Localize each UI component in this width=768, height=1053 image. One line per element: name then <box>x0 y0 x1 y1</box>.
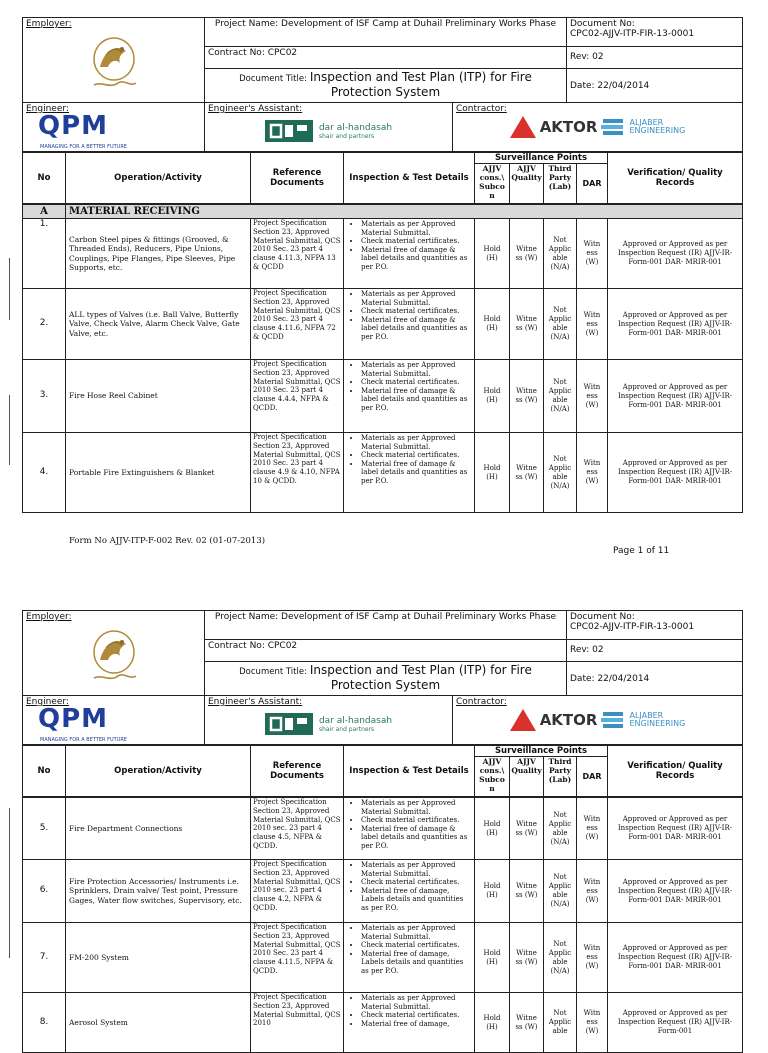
contractor-logos <box>456 116 739 138</box>
col-ajjv-cons: AJJV cons.\ Subco n <box>475 164 510 204</box>
ajjv-cons-point: Hold (H) <box>475 860 510 923</box>
ajjv-cons-point: Hold (H) <box>475 219 510 289</box>
row-number: 3. <box>23 360 66 433</box>
parties-row <box>22 696 743 745</box>
qpm-logo: QPM <box>38 111 109 141</box>
operation-activity: Fire Hose Reel Cabinet <box>66 360 251 433</box>
third-party-point: Not Applic able <box>544 993 577 1053</box>
col-ajjv-quality: AJJV Quality <box>510 757 544 797</box>
inspection-details <box>344 433 475 513</box>
dar-point: Witn ess (W) <box>577 219 608 289</box>
dar-point: Witn ess (W) <box>577 860 608 923</box>
ajjv-quality-point: Witne ss (W) <box>510 923 544 993</box>
page-number: Page 1 of 11 <box>613 546 670 556</box>
col-third-party: Third Party (Lab) <box>544 164 577 204</box>
qpm-tagline: MANAGING FOR A BETTER FUTURE <box>40 144 127 150</box>
row-number: 4. <box>23 433 66 513</box>
dah-logo-icon <box>265 713 313 735</box>
form-number: Form No AJJV-ITP-F-002 Rev. 02 (01-07-2013) <box>69 536 266 546</box>
col-dar: DAR <box>577 164 608 204</box>
inspection-item: • Material free of damage & label details and quantities as per P.O. <box>361 246 471 272</box>
col-inspection: Inspection & Test Details <box>344 746 475 797</box>
aljaber-line1: ALJABER <box>629 118 664 127</box>
itp-table-body <box>22 204 743 513</box>
inspection-details <box>344 923 475 993</box>
inspection-item: • Check material certificates. <box>361 941 471 950</box>
row-number: 7. <box>23 923 66 993</box>
verification-records: Approved or Approved as per Inspection Request (IR) AJJV-IR-Form-001 DAR- MRIR-001 <box>608 289 743 360</box>
ajjv-cons-point: Hold (H) <box>475 798 510 860</box>
reference-documents: Project Specification Section 23, Approved Material Submittal, QCS 2010 Sec. 23 part 4 clause 4.4.4, NFPA & QCDD. <box>251 360 344 433</box>
revision: Rev: 02 <box>567 46 743 69</box>
inspection-details <box>344 219 475 289</box>
aljaber-line2: ENGINEERING <box>629 126 686 135</box>
operation-activity: Fire Protection Accessories/ Instruments i.e. Sprinklers, Drain valve/ Test point, Pressure Gages, Water flow switches, Supervisory, etc. <box>66 860 251 923</box>
third-party-point: Not Applic able (N/A) <box>544 798 577 860</box>
document-header <box>22 17 743 103</box>
ajjv-cons-point: Hold (H) <box>475 289 510 360</box>
col-ajjv-cons: AJJV cons.\ Subco n <box>475 757 510 797</box>
inspection-item: • Material free of damage, Labels details and quantities as per P.O. <box>361 887 471 913</box>
table-row <box>23 993 743 1053</box>
engineers-assistant-label: Engineer's Assistant: <box>208 104 303 114</box>
ajjv-quality-point: Witne ss (W) <box>510 993 544 1053</box>
dar-point: Witn ess (W) <box>577 923 608 993</box>
ajjv-quality-point: Witne ss (W) <box>510 860 544 923</box>
inspection-details <box>344 993 475 1053</box>
inspection-item: • Check material certificates. <box>361 451 471 460</box>
table-row <box>23 433 743 513</box>
operation-activity: ALL types of Valves (i.e. Ball Valve, Butterfly Valve, Check Valve, Alarm Check Valve, Gate Valve, etc. <box>66 289 251 360</box>
col-verification: Verification/ Quality Records <box>608 153 743 204</box>
inspection-item: • Material free of damage & label details and quantities as per P.O. <box>361 387 471 413</box>
document-page-2 <box>22 610 742 1035</box>
dar-point: Witn ess (W) <box>577 289 608 360</box>
inspection-item: • Materials as per Approved Material Submittal. <box>361 994 471 1011</box>
col-operation: Operation/Activity <box>66 746 251 797</box>
col-verification: Verification/ Quality Records <box>608 746 743 797</box>
reference-documents: Project Specification Section 23, Approved Material Submittal, QCS 2010 sec. 23 part 4 clause 4.5, NFPA & QCDD. <box>251 798 344 860</box>
engineer-label: Engineer: <box>26 697 69 707</box>
third-party-point: Not Applic able (N/A) <box>544 923 577 993</box>
project-name: Project Name: Development of ISF Camp at Duhail Preliminary Works Phase <box>205 611 567 640</box>
inspection-item: • Check material certificates. <box>361 878 471 887</box>
inspection-item: • Check material certificates. <box>361 307 471 316</box>
aljaber-line2: ENGINEERING <box>629 719 686 728</box>
dar-point: Witn ess (W) <box>577 360 608 433</box>
reference-documents: Project Specification Section 23, Approved Material Submittal, QCS 2010 sec. 23 part 4 clause 4.2, NFPA & QCDD. <box>251 860 344 923</box>
itp-table-header <box>22 745 743 797</box>
inspection-details <box>344 289 475 360</box>
aktor-name: AKTOR <box>539 118 598 136</box>
inspection-item: • Materials as per Approved Material Submittal. <box>361 924 471 941</box>
document-date: Date: 22/04/2014 <box>567 69 743 103</box>
aljaber-logo-icon <box>601 710 625 730</box>
inspection-item: • Materials as per Approved Material Submittal. <box>361 361 471 378</box>
qpm-tagline: MANAGING FOR A BETTER FUTURE <box>40 737 127 743</box>
document-date: Date: 22/04/2014 <box>567 662 743 696</box>
inspection-item: • Material free of damage & label details and quantities as per P.O. <box>361 825 471 851</box>
reference-documents: Project Specification Section 23, Approved Material Submittal, QCS 2010 Sec. 23 part 4 clause 4.11.3, NFPA 13 & QCDD <box>251 219 344 289</box>
col-inspection: Inspection & Test Details <box>344 153 475 204</box>
revision: Rev: 02 <box>567 639 743 662</box>
third-party-point: Not Applic able (N/A) <box>544 360 577 433</box>
verification-records: Approved or Approved as per Inspection Request (IR) AJJV-IR-Form-001 DAR- MRIR-001 <box>608 923 743 993</box>
operation-activity: Fire Department Connections <box>66 798 251 860</box>
employer-logo-icon <box>82 33 146 95</box>
contractor-label: Contractor: <box>456 697 507 707</box>
row-number: 8. <box>23 993 66 1053</box>
verification-records: Approved or Approved as per Inspection Request (IR) AJJV-IR-Form-001 DAR- MRIR-001 <box>608 860 743 923</box>
inspection-item: • Materials as per Approved Material Submittal. <box>361 290 471 307</box>
contractor-logos <box>456 709 739 731</box>
employer-logo-icon <box>82 626 146 688</box>
table-row <box>23 219 743 289</box>
project-name: Project Name: Development of ISF Camp at Duhail Preliminary Works Phase <box>205 18 567 47</box>
table-row <box>23 860 743 923</box>
col-third-party: Third Party (Lab) <box>544 757 577 797</box>
inspection-item: • Materials as per Approved Material Submittal. <box>361 220 471 237</box>
operation-activity: FM-200 System <box>66 923 251 993</box>
dah-name: dar al-handasah <box>318 715 393 726</box>
document-number: Document No: CPC02-AJJV-ITP-FIR-13-0001 <box>567 611 743 640</box>
ajjv-quality-point: Witne ss (W) <box>510 289 544 360</box>
document-title: Document Title: Inspection and Test Plan (ITP) for Fire Protection System <box>205 662 567 696</box>
section-row <box>23 205 743 219</box>
col-no: No <box>23 153 66 204</box>
document-title: Document Title: Inspection and Test Plan (ITP) for Fire Protection System <box>205 69 567 103</box>
contract-no: Contract No: CPC02 <box>205 639 567 662</box>
dar-point: Witn ess (W) <box>577 798 608 860</box>
inspection-item: • Material free of damage & label details and quantities as per P.O. <box>361 316 471 342</box>
dah-subtitle: shair and partners <box>318 132 375 140</box>
operation-activity: Aerosol System <box>66 993 251 1053</box>
table-row <box>23 289 743 360</box>
reference-documents: Project Specification Section 23, Approved Material Submittal, QCS 2010 Sec. 23 part 4 clause 4.9 & 4.10, NFPA 10 & QCDD. <box>251 433 344 513</box>
document-page-1 <box>22 17 742 513</box>
inspection-item: • Materials as per Approved Material Submittal. <box>361 861 471 878</box>
margin-mark <box>9 395 10 465</box>
verification-records: Approved or Approved as per Inspection Request (IR) AJJV-IR-Form-001 DAR- MRIR-001 <box>608 798 743 860</box>
reference-documents: Project Specification Section 23, Approved Material Submittal, QCS 2010 Sec. 23 part 4 clause 4.11.5, NFPA & QCDD. <box>251 923 344 993</box>
qpm-logo: QPM <box>38 704 109 734</box>
engineers-assistant-label: Engineer's Assistant: <box>208 697 303 707</box>
table-row <box>23 798 743 860</box>
margin-mark <box>9 808 10 958</box>
inspection-details <box>344 360 475 433</box>
ajjv-cons-point: Hold (H) <box>475 360 510 433</box>
verification-records: Approved or Approved as per Inspection Request (IR) AJJV-IR-Form-001 <box>608 993 743 1053</box>
col-surveillance: Surveillance Points <box>475 746 608 757</box>
table-row <box>23 360 743 433</box>
third-party-point: Not Applic able (N/A) <box>544 433 577 513</box>
third-party-point: Not Applic able (N/A) <box>544 289 577 360</box>
inspection-item: • Material free of damage & label details and quantities as per P.O. <box>361 460 471 486</box>
inspection-details <box>344 798 475 860</box>
parties-row <box>22 103 743 152</box>
inspection-details <box>344 860 475 923</box>
section-title: MATERIAL RECEIVING <box>66 205 743 219</box>
aljaber-logo-icon <box>601 117 625 137</box>
itp-table-body <box>22 797 743 1053</box>
row-number: 2. <box>23 289 66 360</box>
document-number: Document No: CPC02-AJJV-ITP-FIR-13-0001 <box>567 18 743 47</box>
reference-documents: Project Specification Section 23, Approved Material Submittal, QCS 2010 <box>251 993 344 1053</box>
inspection-item: • Material free of damage, Labels details and quantities as per P.O. <box>361 950 471 976</box>
dah-logo <box>208 120 449 142</box>
dah-name: dar al-handasah <box>318 122 393 133</box>
verification-records: Approved or Approved as per Inspection Request (IR) AJJV-IR-Form-001 DAR- MRIR-001 <box>608 433 743 513</box>
dar-point: Witn ess (W) <box>577 993 608 1053</box>
col-dar: DAR <box>577 757 608 797</box>
margin-mark <box>9 258 10 320</box>
inspection-item: • Materials as per Approved Material Submittal. <box>361 434 471 451</box>
dar-point: Witn ess (W) <box>577 433 608 513</box>
inspection-item: • Material free of damage, <box>361 1020 471 1029</box>
dah-logo <box>208 713 449 735</box>
contractor-label: Contractor: <box>456 104 507 114</box>
row-number: 6. <box>23 860 66 923</box>
section-letter: A <box>23 205 66 219</box>
aktor-triangle-icon <box>510 116 536 138</box>
col-no: No <box>23 746 66 797</box>
col-surveillance: Surveillance Points <box>475 153 608 164</box>
aktor-triangle-icon <box>510 709 536 731</box>
third-party-point: Not Applic able (N/A) <box>544 219 577 289</box>
verification-records: Approved or Approved as per Inspection Request (IR) AJJV-IR-Form-001 DAR- MRIR-001 <box>608 219 743 289</box>
document-header <box>22 610 743 696</box>
contract-no: Contract No: CPC02 <box>205 46 567 69</box>
table-row <box>23 923 743 993</box>
ajjv-quality-point: Witne ss (W) <box>510 219 544 289</box>
col-reference: Reference Documents <box>251 746 344 797</box>
inspection-item: • Check material certificates. <box>361 378 471 387</box>
col-ajjv-quality: AJJV Quality <box>510 164 544 204</box>
verification-records: Approved or Approved as per Inspection Request (IR) AJJV-IR-Form-001 DAR- MRIR-001 <box>608 360 743 433</box>
aktor-name: AKTOR <box>539 711 598 729</box>
employer-label: Employer: <box>26 19 72 29</box>
operation-activity: Carbon Steel pipes & fittings (Grooved, & Threaded Ends), Reducers, Pipe Unions, Couplings, Pipe Flanges, Pipe Sleeves, Pipe Supports, etc. <box>66 219 251 289</box>
dah-subtitle: shair and partners <box>318 725 375 733</box>
engineer-label: Engineer: <box>26 104 69 114</box>
col-operation: Operation/Activity <box>66 153 251 204</box>
ajjv-cons-point: Hold (H) <box>475 923 510 993</box>
aljaber-line1: ALJABER <box>629 711 664 720</box>
itp-table-header <box>22 152 743 204</box>
employer-label: Employer: <box>26 612 72 622</box>
ajjv-quality-point: Witne ss (W) <box>510 360 544 433</box>
ajjv-cons-point: Hold (H) <box>475 433 510 513</box>
row-number: 5. <box>23 798 66 860</box>
ajjv-quality-point: Witne ss (W) <box>510 433 544 513</box>
inspection-item: • Check material certificates. <box>361 237 471 246</box>
operation-activity: Portable Fire Extinguishers & Blanket <box>66 433 251 513</box>
ajjv-quality-point: Witne ss (W) <box>510 798 544 860</box>
row-number: 1. <box>23 219 66 289</box>
col-reference: Reference Documents <box>251 153 344 204</box>
ajjv-cons-point: Hold (H) <box>475 993 510 1053</box>
reference-documents: Project Specification Section 23, Approved Material Submittal, QCS 2010 Sec. 23 part 4 clause 4.11.6, NFPA 72 & QCDD <box>251 289 344 360</box>
inspection-item: • Check material certificates. <box>361 816 471 825</box>
inspection-item: • Check material certificates. <box>361 1011 471 1020</box>
third-party-point: Not Applic able (N/A) <box>544 860 577 923</box>
inspection-item: • Materials as per Approved Material Submittal. <box>361 799 471 816</box>
dah-logo-icon <box>265 120 313 142</box>
